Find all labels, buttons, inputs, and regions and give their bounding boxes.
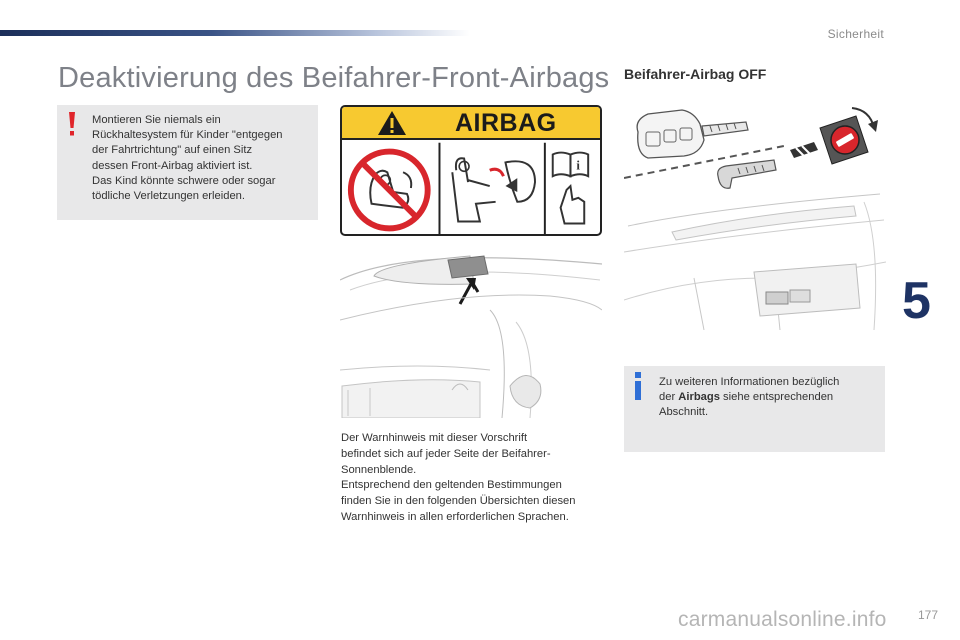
airbag-warning-label [340, 105, 602, 236]
page-number: 177 [917, 608, 938, 622]
seat-airbag-icon [452, 158, 535, 221]
header-accent-bar [0, 30, 470, 36]
warning-line: dessen Front-Airbag aktiviert ist. [92, 159, 253, 172]
caption-text [341, 431, 606, 526]
airbag-switch-icon [820, 108, 878, 164]
chapter-number: 5 [902, 272, 931, 330]
info-line: Abschnitt. [659, 406, 709, 419]
page-title: Deaktivierung des Beifahrer-Front-Airbags [58, 62, 610, 94]
key-icon [637, 110, 776, 188]
airbag-label-header [342, 107, 600, 140]
no-child-seat-icon [351, 152, 428, 229]
warning-line: Das Kind könnte schwere oder sogar [92, 174, 276, 187]
exclamation-icon [67, 111, 77, 137]
info-bold-term: Airbags [678, 391, 720, 404]
warning-line: der Fahrtrichtung" auf einen Sitz [92, 144, 253, 157]
caption-line: Warnhinweis in allen erforderlichen Sprachen. [341, 510, 569, 523]
airbag-pictograms [342, 142, 600, 236]
info-text [659, 375, 874, 421]
info-line [659, 390, 874, 405]
section-name: Sicherheit [827, 27, 884, 41]
svg-text:i: i [576, 158, 580, 173]
caption-line: Entsprechend den geltenden Bestimmungen [341, 479, 562, 492]
warning-text [92, 113, 314, 204]
watermark: carmanualsonline.info [678, 608, 887, 631]
warning-line: tödliche Verletzungen erleiden. [92, 190, 246, 203]
sun-visor-illustration [340, 250, 602, 418]
info-text-span: der [659, 391, 679, 404]
caption-line: befindet sich auf jeder Seite der Beifahrer- [341, 447, 551, 460]
info-text-span: siehe entsprechenden [719, 391, 834, 404]
info-line: Zu weiteren Informationen bezüglich [659, 376, 840, 388]
warning-line: Rückhaltesystem für Kinder "entgegen [92, 129, 283, 142]
caption-line: finden Sie in den folgenden Übersichten diesen [341, 495, 576, 508]
airbag-off-heading: Beifahrer-Airbag OFF [624, 66, 767, 82]
warning-triangle-icon [376, 109, 408, 137]
caption-line: Der Warnhinweis mit dieser Vorschrift [341, 432, 528, 444]
info-box [624, 366, 885, 452]
caption-line: Sonnenblende. [341, 463, 417, 476]
warning-line: Montieren Sie niemals ein [92, 114, 221, 126]
airbag-switch-illustration [624, 102, 886, 330]
warning-box [57, 105, 318, 220]
read-manual-icon [553, 153, 588, 224]
info-icon [634, 372, 642, 400]
airbag-word: AIRBAG [455, 109, 557, 137]
